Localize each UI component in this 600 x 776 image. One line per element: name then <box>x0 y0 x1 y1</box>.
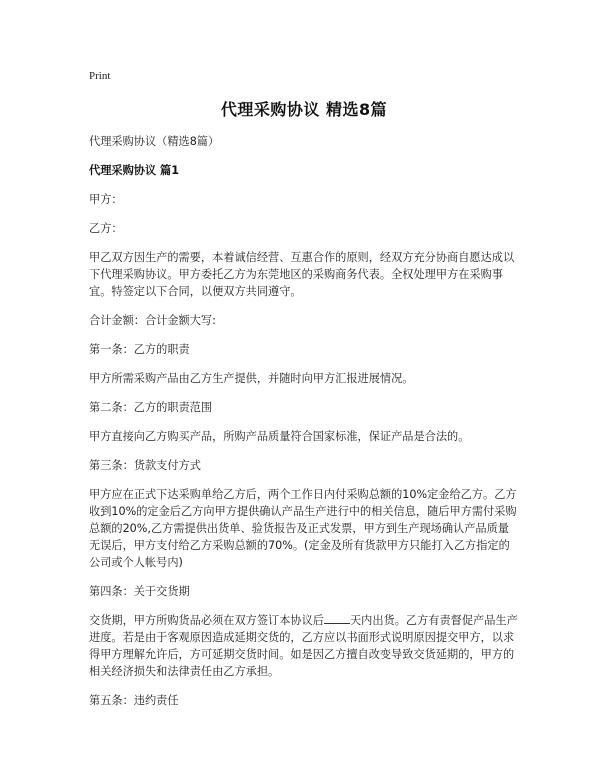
article-3-title: 第三条：货款支付方式 <box>89 459 201 472</box>
delivery-days-blank <box>324 613 350 624</box>
article-1-body: 甲方所需采购产品由乙方生产提供，并随时向甲方汇报进展情况。 <box>89 372 414 385</box>
page-title: 代理采购协议 精选8篇 <box>220 100 388 119</box>
doc-subtitle: 代理采购协议（精选8篇） <box>89 135 220 148</box>
article-1-title: 第一条：乙方的职责 <box>89 343 190 356</box>
document-body <box>89 133 519 721</box>
article-5-title: 第五条：违约责任 <box>89 694 179 707</box>
article-2-body: 甲方直接向乙方购买产品，所购产品质量符合国家标准，保证产品是合法的。 <box>89 430 470 443</box>
article-4-title: 第四条：关于交货期 <box>89 585 190 598</box>
article-2-title: 第二条：乙方的职责范围 <box>89 401 213 414</box>
article-4-body-part-a: 交货期，甲方所购货品必须在双方签订本协议后 <box>89 614 324 627</box>
party-b-line: 乙方： <box>89 222 123 235</box>
intro-paragraph: 甲乙双方因生产的需要，本着诚信经营、互惠合作的原则，经双方充分协商自愿达成以下代理采购协议。甲方委托乙方为东莞地区的采购商务代表。全权处理甲方在采购事宜。特签定以下合同，以便双方共同遵守。 <box>89 251 515 298</box>
article-4-body <box>89 612 519 680</box>
section-heading: 代理采购协议 篇1 <box>89 164 179 177</box>
total-amount-line: 合计金额：合计金额大写: <box>89 314 216 327</box>
article-4-body-part-b: 天内出货。乙方有责督促产品生产进度。若是由于客观原因造成延期交货的，乙方应以书面形式说明原因提交甲方，以求得甲方理解允许后，方可延期交货时间。如是因乙方擅自改变导致交货延期的，甲方的相关经济损失和法律责任由乙方承担。 <box>89 614 518 678</box>
party-a-line: 甲方： <box>89 193 123 206</box>
article-3-body: 甲方应在正式下达采购单给乙方后，两个工作日内付采购总额的10%定金给乙方。乙方收到10%的定金后乙方向甲方提供确认产品生产进行中的相关信息，随后甲方需付采购总额的20%,乙方需提供出货单、验货报告及正式发票，甲方到生产现场确认产品质量无误后，甲方支付给乙方采购总额的70%。(定金及所有货款甲方只能打入乙方指定的公司或个人帐号内) <box>89 488 517 569</box>
print-label[interactable]: Print <box>89 70 111 82</box>
